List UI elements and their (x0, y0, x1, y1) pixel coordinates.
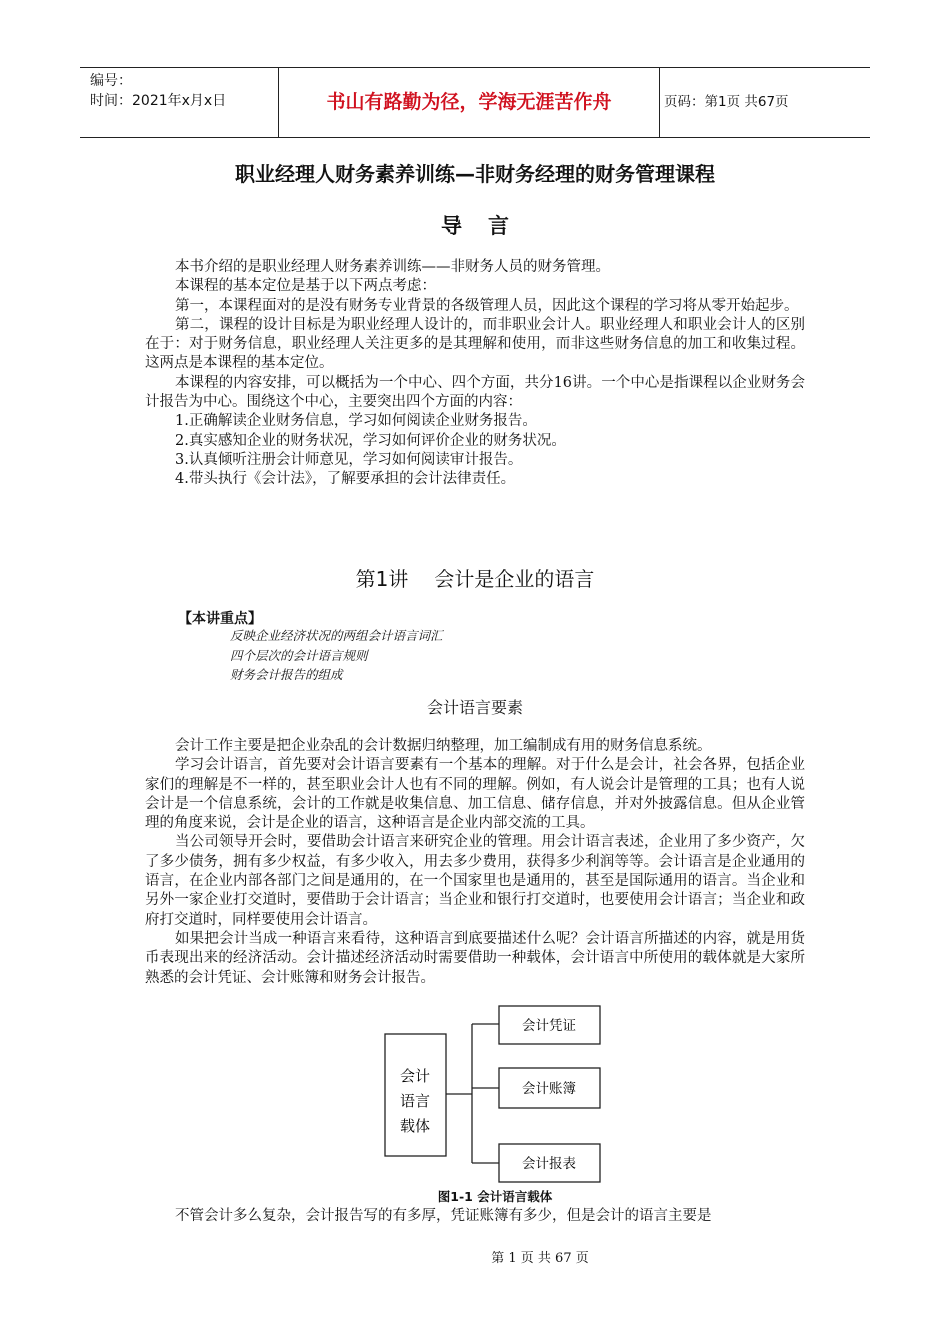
key-point-item: 财务会计报告的组成 (230, 667, 343, 682)
header-page-info: 页码：第1页 共67页 (664, 94, 789, 110)
intro-list-item: 2.真实感知企业的财务状况，学习如何评价企业的财务状况。 (175, 432, 566, 449)
section-paragraph: 会计工作主要是把企业杂乱的会计数据归纳整理，加工编制成有用的财务信息系统。 (175, 738, 712, 754)
section-paragraph: 当公司领导开会时，要借助会计语言来研究企业的管理。用会计语言表述，企业用了多少资产，欠了多少债务，拥有多少权益，有多少收入，用去多少费用，获得多少利润等等。会计语言是企业通用的语言，在企业内部各部门之间是通用的，在一个国家里也是通用的，甚至是国际通用的语言。当企业和另外一家企业打交道时，要借助于会计语言；当企业和银行打交道时，也要使用会计语言；当企业和政府打交道时，同样要使用会计语言。 (145, 834, 805, 928)
branch-label: 会计凭证 (522, 1018, 576, 1034)
figure-caption: 图1-1 会计语言载体 (437, 1189, 553, 1204)
main-box-line: 载体 (399, 1117, 431, 1135)
branch-label: 会计账簿 (522, 1081, 576, 1097)
intro-list-item: 1.正确解读企业财务信息，学习如何阅读企业财务报告。 (175, 413, 537, 430)
intro-list-item: 4.带头执行《会计法》，了解要承担的会计法律责任。 (175, 471, 516, 488)
intro-paragraph: 本课程的内容安排，可以概括为一个中心、四个方面，共分16讲。一个中心是指课程以企业财务会计报告为中心。围绕这个中心，主要突出四个方面的内容： (145, 374, 805, 411)
page-footer: 第 1 页 共 67 页 (491, 1251, 589, 1266)
lecture-title: 会计是企业的语言 (434, 567, 595, 591)
section-paragraph: 学习会计语言，首先要对会计语言要素有一个基本的理解。对于什么是会计，社会各界，包括企业家们的理解是不一样的，甚至职业会计人也有不同的理解。例如，有人说会计是管理的工具；也有人说会计是一个信息系统，会计的工作就是收集信息、加工信息、储存信息，并对外披露信息。但从企业管理的角度来说，会计是企业的语言，这种语言是企业内部交流的工具。 (145, 757, 805, 832)
branch-label: 会计报表 (522, 1156, 576, 1172)
document-title: 职业经理人财务素养训练—非财务经理的财务管理课程 (235, 162, 715, 186)
lecture-number: 第1讲 (355, 567, 409, 591)
intro-paragraph: 本书介绍的是职业经理人财务素养训练——非财务人员的财务管理。 (175, 259, 610, 275)
key-point-item: 四个层次的会计语言规则 (230, 647, 368, 663)
main-box-line: 语言 (399, 1092, 431, 1110)
main-box-line: 会计 (399, 1067, 431, 1085)
intro-list-item: 3.认真倾听注册会计师意见，学习如何阅读审计报告。 (175, 451, 523, 468)
key-points-heading: 【本讲重点】 (178, 611, 262, 627)
continuation-paragraph: 不管会计多么复杂，会计报告写的有多厚，凭证账簿有多少，但是会计的语言主要是 (175, 1208, 712, 1224)
intro-heading: 导言 (441, 214, 535, 238)
number-label: 编号： (90, 73, 132, 89)
intro-paragraph: 第一，本课程面对的是没有财务专业背景的各级管理人员，因此这个课程的学习将从零开始起步。 (175, 297, 799, 314)
header-motto: 书山有路勤为径，学海无涯苦作舟 (279, 68, 660, 137)
key-point-item: 反映企业经济状况的两组会计语言词汇 (230, 628, 443, 643)
section-paragraph: 如果把会计当成一种语言来看待，这种语言到底要描述什么呢？会计语言所描述的内容，就是用货币表现出来的经济活动。会计描述经济活动时需要借助一种载体，会计语言中所使用的载体就是大家所熟悉的会计凭证、会计账簿和财务会计报告。 (145, 930, 805, 986)
intro-paragraph: 第二，课程的设计目标是为职业经理人设计的，而非职业会计人。职业经理人和职业会计人的区别在于：对于财务信息，职业经理人关注更多的是其理解和使用，而非这些财务信息的加工和收集过程。这两点是本课程的基本定位。 (145, 316, 805, 372)
intro-paragraph: 本课程的基本定位是基于以下两点考虑： (175, 278, 436, 295)
time-label: 时间：2021年x月x日 (90, 93, 227, 109)
section-heading: 会计语言要素 (426, 698, 523, 717)
